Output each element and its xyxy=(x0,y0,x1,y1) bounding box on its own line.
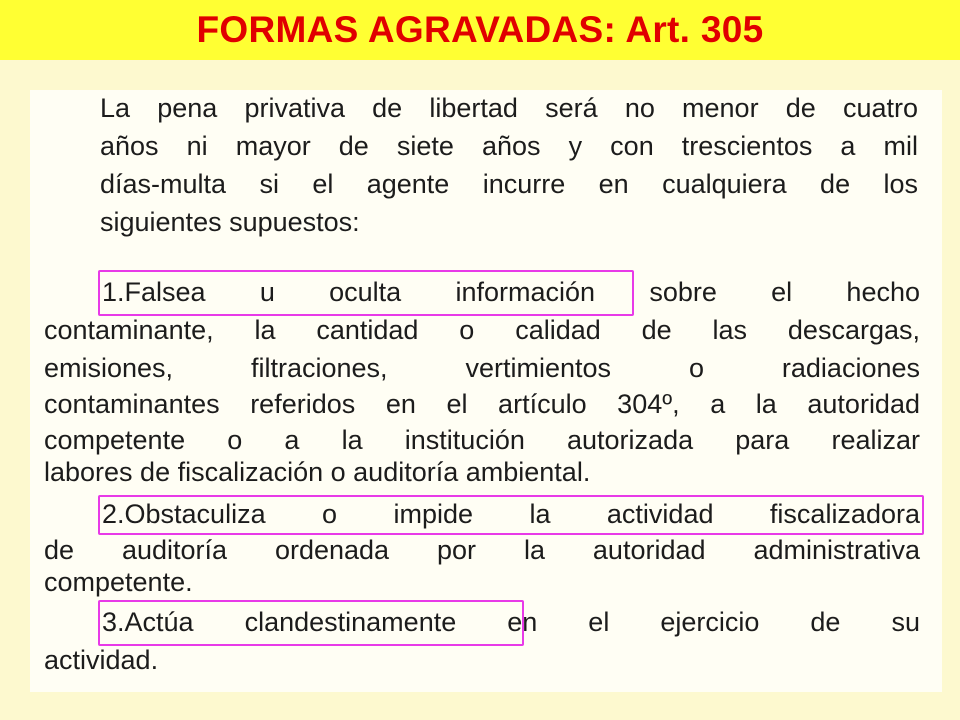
highlight-box-item1 xyxy=(98,270,634,316)
highlight-box-item3 xyxy=(98,600,524,646)
item2-line: 2.Obstaculiza o impide la actividad fiscalizadora xyxy=(102,499,920,529)
item1-line: emisiones, filtraciones, vertimientos o radiaciones xyxy=(44,353,920,383)
title-bar xyxy=(0,0,960,60)
slide-title: FORMAS AGRAVADAS: Art. 305 xyxy=(196,9,764,50)
intro-line: La pena privativa de libertad será no menor de cuatro xyxy=(100,93,918,123)
intro-line: años ni mayor de siete años y con trescientos a mil xyxy=(100,131,918,161)
item2-line: de auditoría ordenada por la autoridad administrativa xyxy=(44,535,920,565)
intro-line: siguientes supuestos: xyxy=(100,207,360,237)
highlight-box-item2 xyxy=(98,495,924,535)
item1-line: 1.Falsea u oculta información sobre el hecho xyxy=(102,277,920,307)
item1-line: labores de fiscalización o auditoría ambiental. xyxy=(44,457,591,487)
item3-line: actividad. xyxy=(44,645,159,675)
item1-line: contaminantes referidos en el artículo 304º, a la autoridad xyxy=(44,389,920,419)
item1-line: contaminante, la cantidad o calidad de las descargas, xyxy=(44,315,920,345)
item3-line: 3.Actúa clandestinamente en el ejercicio de su xyxy=(102,607,920,637)
item1-line: competente o a la institución autorizada para realizar xyxy=(44,425,920,455)
item2-line: competente. xyxy=(44,567,193,597)
intro-line: días-multa si el agente incurre en cualquiera de los xyxy=(100,169,918,199)
